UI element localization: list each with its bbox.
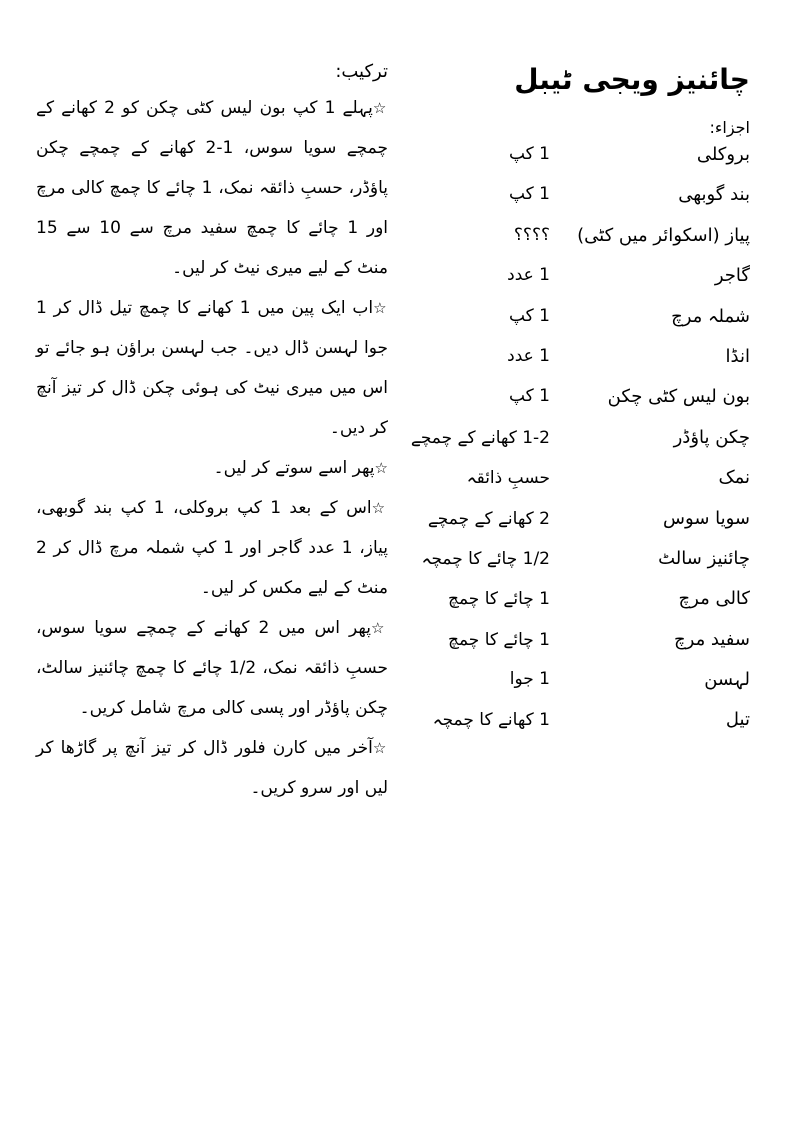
method-steps bbox=[36, 88, 388, 808]
star-icon: ☆ bbox=[372, 99, 389, 117]
method-step bbox=[36, 448, 388, 488]
ingredient-row bbox=[430, 705, 750, 745]
ingredient-quantity: 1 کپ bbox=[508, 184, 550, 205]
ingredient-row bbox=[410, 423, 750, 463]
ingredient-row bbox=[421, 544, 750, 584]
method-step bbox=[36, 488, 388, 608]
ingredients-column bbox=[410, 56, 750, 746]
method-step bbox=[36, 288, 388, 448]
ingredient-row bbox=[430, 221, 750, 261]
ingredients-list bbox=[410, 140, 750, 746]
ingredient-row bbox=[430, 261, 750, 301]
method-step bbox=[36, 608, 388, 728]
ingredient-name: گاجر bbox=[714, 265, 750, 287]
ingredient-row bbox=[430, 625, 750, 665]
ingredient-quantity: 1 کپ bbox=[508, 386, 550, 407]
ingredient-name: چائنیز سالٹ bbox=[658, 547, 750, 569]
ingredient-quantity: 1 جوا bbox=[509, 669, 550, 690]
ingredient-row bbox=[430, 180, 750, 220]
ingredient-row bbox=[430, 302, 750, 342]
star-icon: ☆ bbox=[370, 619, 389, 637]
ingredient-name: نمک bbox=[718, 467, 750, 489]
recipe-title: چائنیز ویجی ٹیبل bbox=[514, 63, 750, 96]
star-icon: ☆ bbox=[372, 739, 388, 757]
ingredients-heading: اجزاء: bbox=[709, 118, 750, 137]
method-step-text: اس کے بعد 1 کپ بروکلی، 1 کپ بند گوبھی، پیاز، 1 عدد گاجر اور 1 کپ شملہ مرچ ڈال کر 2 منٹ کے لیے مکس کر لیں۔ bbox=[36, 498, 388, 598]
ingredient-row bbox=[430, 342, 750, 382]
ingredient-quantity: 1 عدد bbox=[507, 345, 550, 366]
ingredient-name: شملہ مرچ bbox=[671, 305, 750, 327]
ingredient-quantity: 1 چائے کا چمچ bbox=[447, 629, 550, 650]
ingredient-quantity: 1/2 چائے کا چمچہ bbox=[421, 548, 550, 569]
ingredient-quantity: 1 چائے کا چمچ bbox=[447, 589, 550, 610]
method-heading: ترکیب: bbox=[335, 61, 388, 82]
ingredient-row bbox=[430, 463, 750, 503]
method-step-text: آخر میں کارن فلور ڈال کر تیز آنچ پر گاڑھا کر لیں اور سرو کریں۔ bbox=[36, 738, 388, 798]
star-icon: ☆ bbox=[373, 299, 388, 317]
ingredient-quantity: 1 کپ bbox=[508, 144, 550, 164]
ingredient-name: چکن پاؤڈر bbox=[673, 426, 750, 448]
ingredient-name: کالی مرچ bbox=[678, 588, 750, 610]
method-step bbox=[36, 728, 388, 808]
ingredient-quantity: 1 عدد bbox=[507, 265, 550, 286]
ingredient-row bbox=[430, 382, 750, 422]
ingredient-name: بند گوبھی bbox=[678, 184, 750, 206]
ingredient-quantity: 1 کھانے کا چمچہ bbox=[432, 710, 550, 731]
ingredient-name: سویا سوس bbox=[663, 507, 750, 529]
method-step-text: پھر اسے سوتے کر لیں۔ bbox=[213, 458, 375, 478]
ingredient-quantity: حسبِ ذائقہ bbox=[466, 468, 550, 489]
method-step-text: پہلے 1 کپ بون لیس کٹی چکن کو 2 کھانے کے چمچے سویا سوس، 1-2 کھانے کے چمچے چکن پاؤڈر، حسبِ ذائقہ نمک، 1 چائے کا چمچ کالی مرچ اور 1 چائے کا چمچ سفید مرچ سے 10 سے 15 منٹ کے لیے میری نیٹ کر لیں۔ bbox=[36, 98, 388, 278]
ingredient-quantity: ؟؟؟؟ bbox=[513, 224, 550, 245]
ingredient-name: تیل bbox=[725, 709, 750, 731]
ingredient-quantity: 2 کھانے کے چمچے bbox=[427, 508, 550, 529]
ingredient-name: لہسن bbox=[704, 669, 750, 691]
method-step bbox=[36, 88, 388, 288]
ingredient-quantity: 1 کپ bbox=[508, 305, 550, 326]
ingredient-name: بون لیس کٹی چکن bbox=[607, 386, 750, 408]
ingredient-row bbox=[427, 504, 750, 544]
method-column bbox=[36, 56, 388, 808]
ingredient-quantity: 1-2 کھانے کے چمچے bbox=[410, 427, 550, 448]
method-step-text: اب ایک پین میں 1 کھانے کا چمچ تیل ڈال کر 1 جوا لہسن ڈال دیں۔ جب لہسن براؤن ہو جائے تو اس میں میری نیٹ کی ہوئی چکن ڈال کر تیز آنچ کر دیں۔ bbox=[36, 298, 388, 438]
ingredient-row bbox=[430, 140, 750, 180]
method-step-text: پھر اس میں 2 کھانے کے چمچے سویا سوس، حسبِ ذائقہ نمک، 1/2 چائے کا چمچ چائنیز سالٹ، چکن پاؤڈر اور پسی کالی مرچ شامل کریں۔ bbox=[36, 618, 388, 718]
ingredient-name: بروکلی bbox=[696, 144, 750, 165]
ingredient-name: انڈا bbox=[725, 345, 750, 367]
ingredient-row bbox=[430, 665, 750, 705]
ingredient-name: پیاز (اسکوائر میں کٹی) bbox=[577, 224, 750, 246]
star-icon: ☆ bbox=[374, 459, 388, 477]
ingredient-row bbox=[430, 584, 750, 624]
ingredient-name: سفید مرچ bbox=[674, 628, 750, 650]
star-icon: ☆ bbox=[371, 499, 388, 517]
